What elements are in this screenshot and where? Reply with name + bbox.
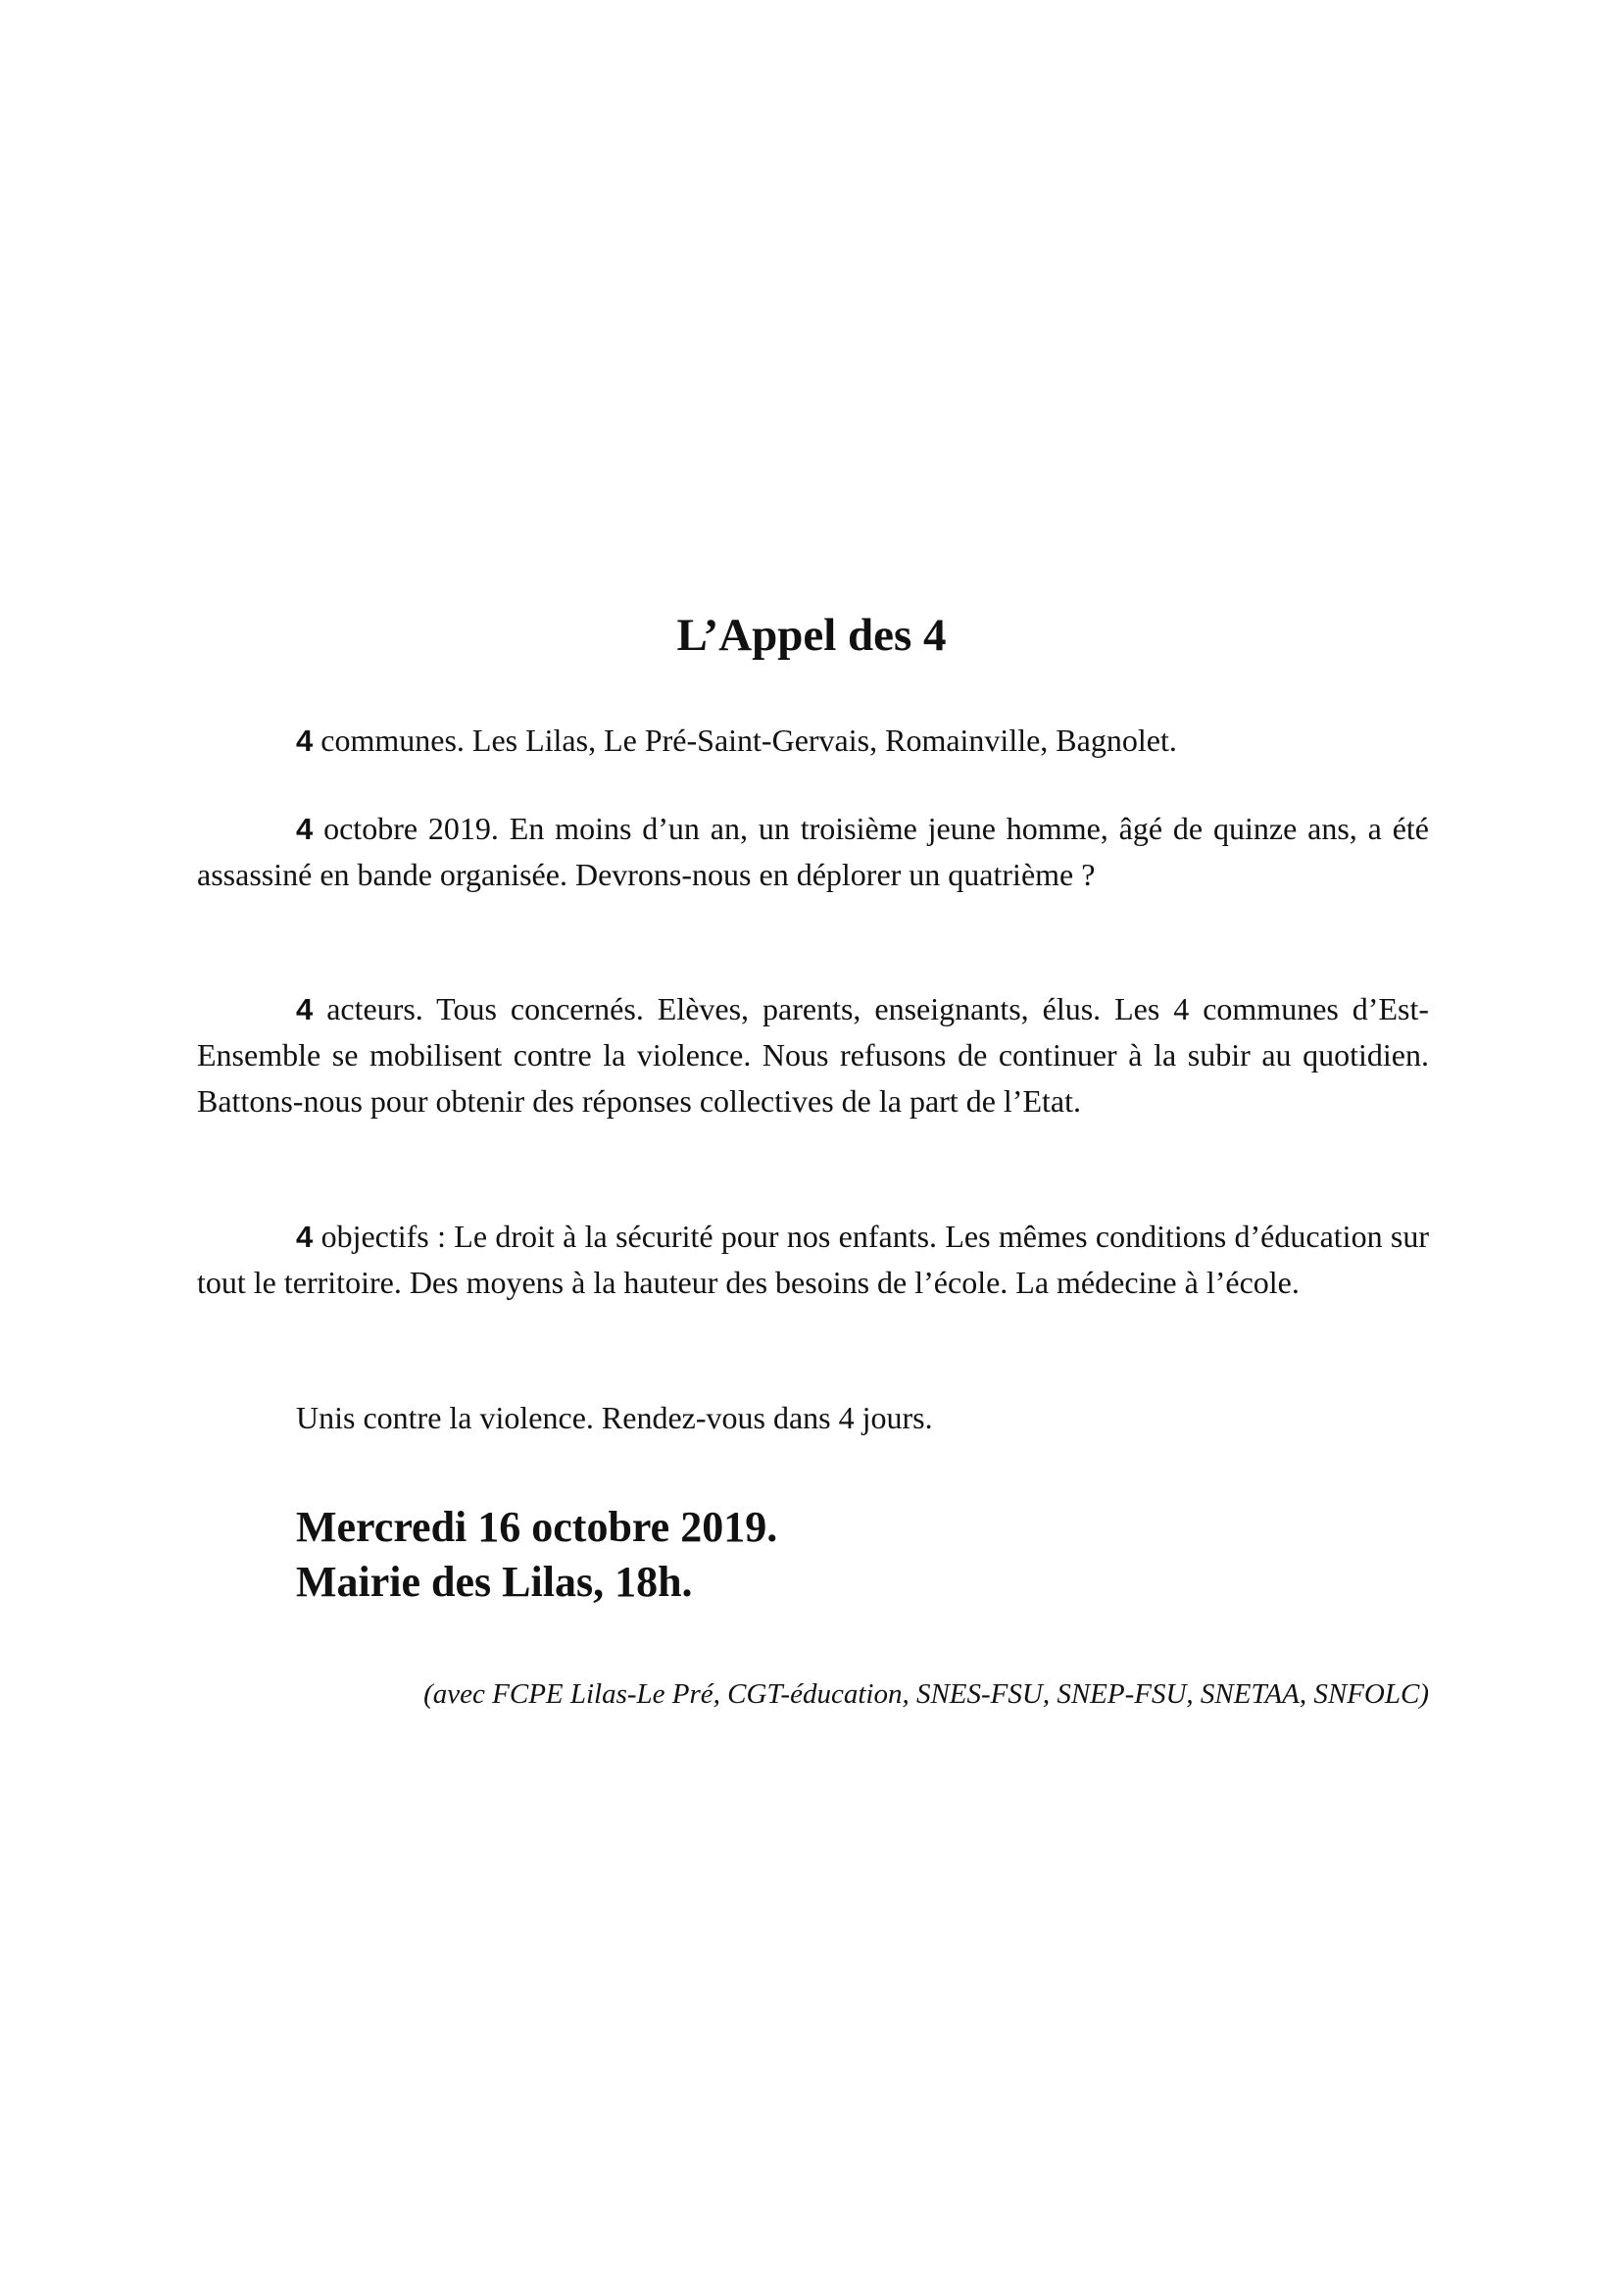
closing-line: Unis contre la violence. Rendez-vous dans 4 jours. [296, 1400, 933, 1435]
paragraph-lead-number: 4 [296, 992, 314, 1026]
event-place: Mairie des Lilas, 18h. [296, 1558, 693, 1606]
document-title: L’Appel des 4 [676, 610, 947, 661]
paragraph-text: acteurs. Tous concernés. Elèves, parents, enseignants, élus. Les 4 communes d’Est-Ensemble se mobilisent contre la violence. Nous refusons de continuer à la subir au quotidien. Battons-nous pour obtenir des réponses collectives de la part de l’Etat. [197, 991, 1429, 1119]
signatories-note: (avec FCPE Lilas-Le Pré, CGT-éducation, SNES-FSU, SNEP-FSU, SNETAA, SNFOLC) [423, 1678, 1429, 1710]
paragraph-lead-number: 4 [296, 812, 314, 846]
paragraph-text: communes. Les Lilas, Le Pré-Saint-Gervais, Romainville, Bagnolet. [313, 723, 1177, 758]
paragraph-objectifs [197, 1214, 1429, 1306]
paragraph-text: objectifs : Le droit à la sécurité pour nos enfants. Les mêmes conditions d’éducation sur tout le territoire. Des moyens à la hauteur des besoins de l’école. La médecine à l’école. [197, 1219, 1429, 1300]
paragraph-acteurs [197, 986, 1429, 1124]
paragraph-communes [197, 718, 1429, 764]
paragraph-octobre [197, 806, 1429, 898]
paragraph-lead-number: 4 [296, 724, 314, 758]
paragraph-lead-number: 4 [296, 1220, 314, 1254]
paragraph-text: octobre 2019. En moins d’un an, un troisième jeune homme, âgé de quinze ans, a été assassiné en bande organisée. Devrons-nous en déplorer un quatrième ? [197, 811, 1429, 892]
event-date: Mercredi 16 octobre 2019. [296, 1503, 778, 1551]
